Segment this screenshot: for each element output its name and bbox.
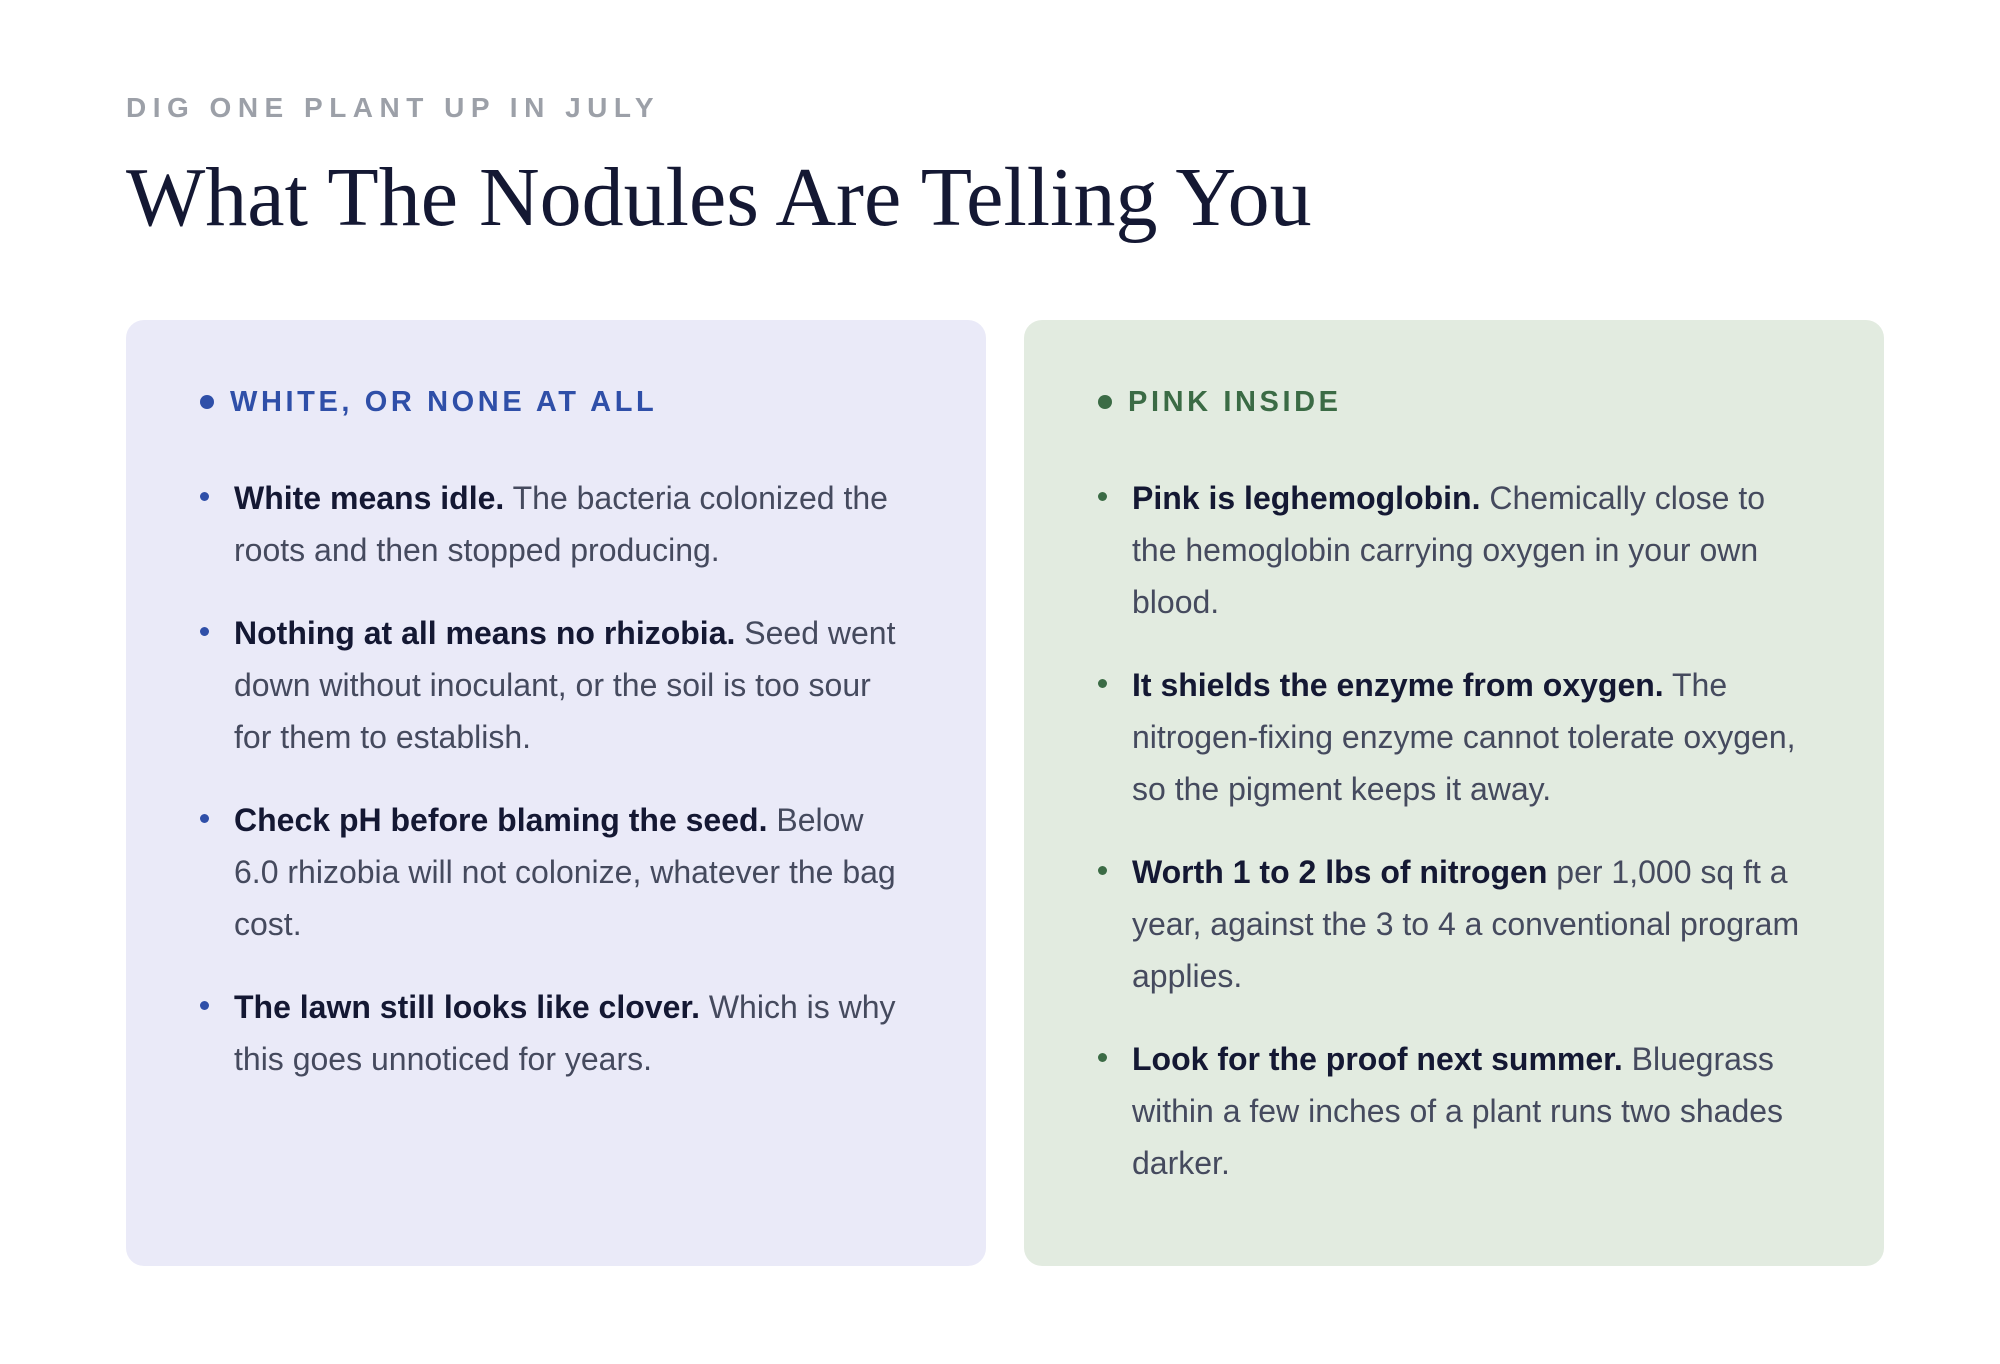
bullet-icon (1098, 866, 1107, 875)
item-text: Chemically close to the hemoglobin carrying oxygen in your own blood. (1132, 480, 1766, 620)
bullet-icon (1098, 492, 1107, 501)
heading-dot-icon (200, 395, 214, 409)
bullet-icon (200, 814, 209, 823)
item-text: Bluegrass within a few inches of a plant runs two shades darker. (1132, 1041, 1784, 1181)
panel-white-or-none (126, 320, 986, 1266)
list-item (1098, 846, 1812, 1002)
bullet-icon (200, 492, 209, 501)
item-lead: White means idle. (234, 480, 505, 516)
item-text: Below 6.0 rhizobia will not colonize, whatever the bag cost. (234, 802, 896, 942)
item-lead: The lawn still looks like clover. (234, 989, 700, 1025)
item-lead: Look for the proof next summer. (1132, 1041, 1623, 1077)
list-item (1098, 1033, 1812, 1189)
item-lead: It shields the enzyme from oxygen. (1132, 667, 1664, 703)
item-lead: Worth 1 to 2 lbs of nitrogen (1132, 854, 1548, 890)
eyebrow: DIG ONE PLANT UP IN JULY (126, 92, 661, 123)
bullet-icon (200, 1001, 209, 1010)
list-item (200, 794, 914, 950)
bullet-list (1098, 472, 1812, 1189)
item-text: per 1,000 sq ft a year, against the 3 to 4 a conventional program applies. (1132, 854, 1800, 994)
list-item (200, 472, 914, 576)
panel-heading (1098, 384, 1812, 420)
item-lead: Check pH before blaming the seed. (234, 802, 768, 838)
heading-dot-icon (1098, 395, 1112, 409)
bullet-icon (1098, 1053, 1107, 1062)
item-text: The bacteria colonized the roots and then stopped producing. (234, 480, 888, 568)
bullet-icon (1098, 679, 1107, 688)
panel-heading-label: WHITE, OR NONE AT ALL (230, 385, 658, 418)
list-item (200, 607, 914, 763)
list-item (1098, 472, 1812, 628)
list-item (200, 981, 914, 1085)
item-text: The nitrogen-fixing enzyme cannot tolerate oxygen, so the pigment keeps it away. (1132, 667, 1796, 807)
item-text: Which is why this goes unnoticed for years. (234, 989, 896, 1077)
bullet-list (200, 472, 914, 1085)
panel-heading (200, 384, 914, 420)
panel-heading-label: PINK INSIDE (1128, 385, 1342, 418)
item-lead: Nothing at all means no rhizobia. (234, 615, 736, 651)
bullet-icon (200, 627, 209, 636)
item-text: Seed went down without inoculant, or the soil is too sour for them to establish. (234, 615, 896, 755)
page-title: What The Nodules Are Telling You (126, 151, 1312, 244)
item-lead: Pink is leghemoglobin. (1132, 480, 1481, 516)
list-item (1098, 659, 1812, 815)
panel-pink-inside (1024, 320, 1884, 1266)
